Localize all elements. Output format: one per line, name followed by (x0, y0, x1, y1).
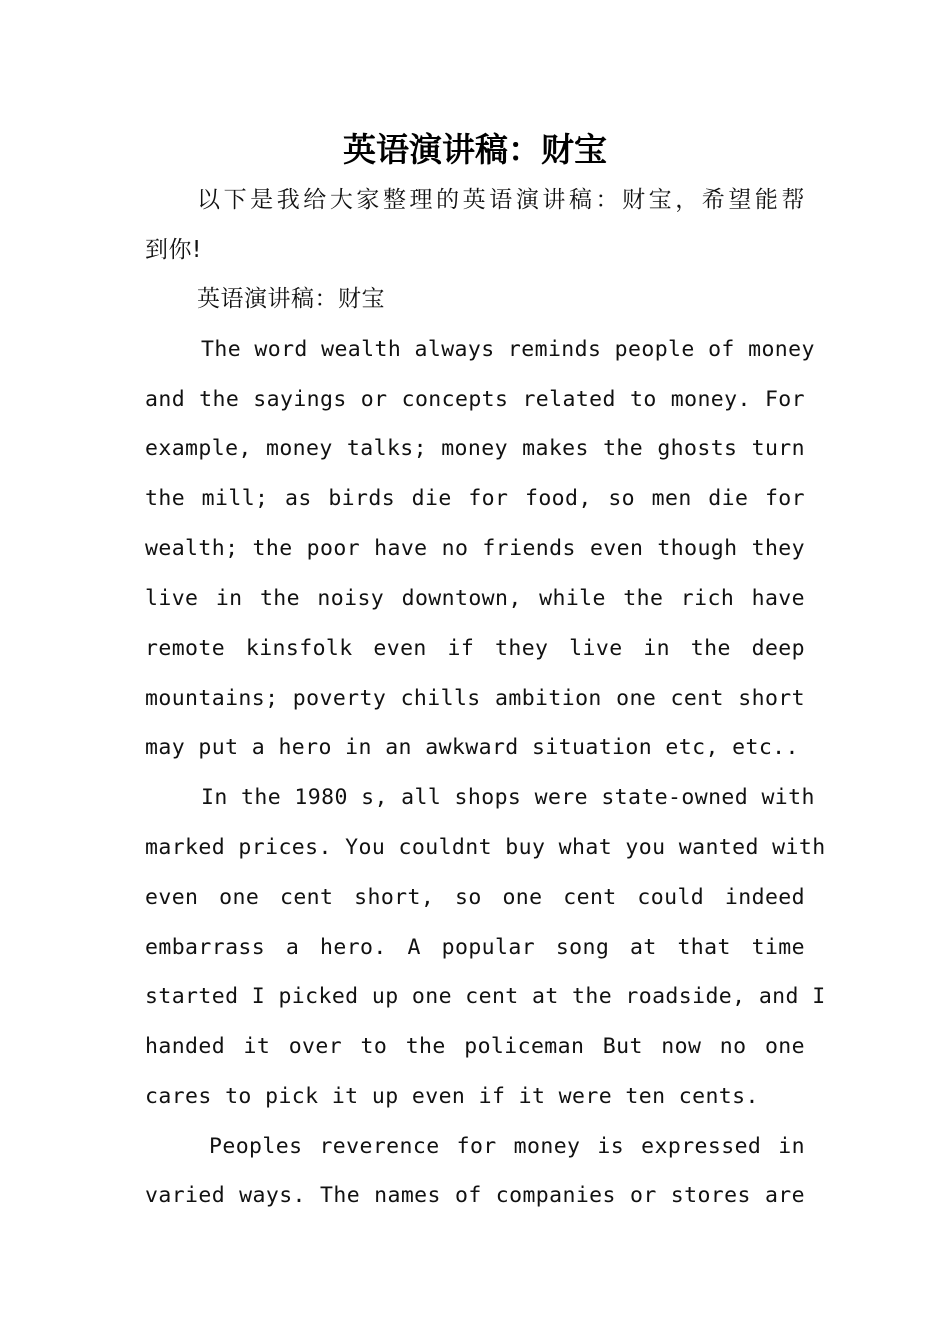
paragraph-1-line-2: and the sayings or concepts related to money. For (145, 387, 805, 412)
paragraph-1-line-5: wealth; the poor have no friends even though they (145, 536, 805, 561)
paragraph-3-line-2: varied ways. The names of companies or stores are (145, 1183, 805, 1208)
paragraph-1-line-9: may put a hero in an awkward situation etc, etc.. (145, 735, 799, 760)
section-heading: 英语演讲稿：财宝 (197, 286, 385, 312)
paragraph-1-line-1: The word wealth always reminds people of money (201, 337, 815, 362)
paragraph-2-line-3: even one cent short, so one cent could indeed (145, 885, 805, 910)
paragraph-2-line-1: In the 1980 s, all shops were state-owned with (201, 785, 815, 810)
intro-line-2: 到你! (145, 237, 202, 263)
paragraph-1-line-8: mountains; poverty chills ambition one cent short (145, 686, 805, 711)
paragraph-2-line-4: embarrass a hero. A popular song at that time (145, 935, 805, 960)
paragraph-1-line-6: live in the noisy downtown, while the rich have (145, 586, 805, 611)
paragraph-1-line-3: example, money talks; money makes the ghosts turn (145, 436, 805, 461)
paragraph-2-line-5: started I picked up one cent at the roadside, and I (145, 984, 826, 1009)
document-title: 英语演讲稿：财宝 (343, 130, 607, 169)
paragraph-2-line-2: marked prices. You couldnt buy what you wanted with (145, 835, 826, 860)
paragraph-2-line-7: cares to pick it up even if it were ten cents. (145, 1084, 759, 1109)
intro-line-1: 以下是我给大家整理的英语演讲稿：财宝，希望能帮 (197, 187, 805, 213)
paragraph-2-line-6: handed it over to the policeman But now no one (145, 1034, 805, 1059)
paragraph-1-line-7: remote kinsfolk even if they live in the deep (145, 636, 805, 661)
paragraph-3-line-1: Peoples reverence for money is expressed in (209, 1134, 805, 1159)
paragraph-1-line-4: the mill; as birds die for food, so men die for (145, 486, 805, 511)
